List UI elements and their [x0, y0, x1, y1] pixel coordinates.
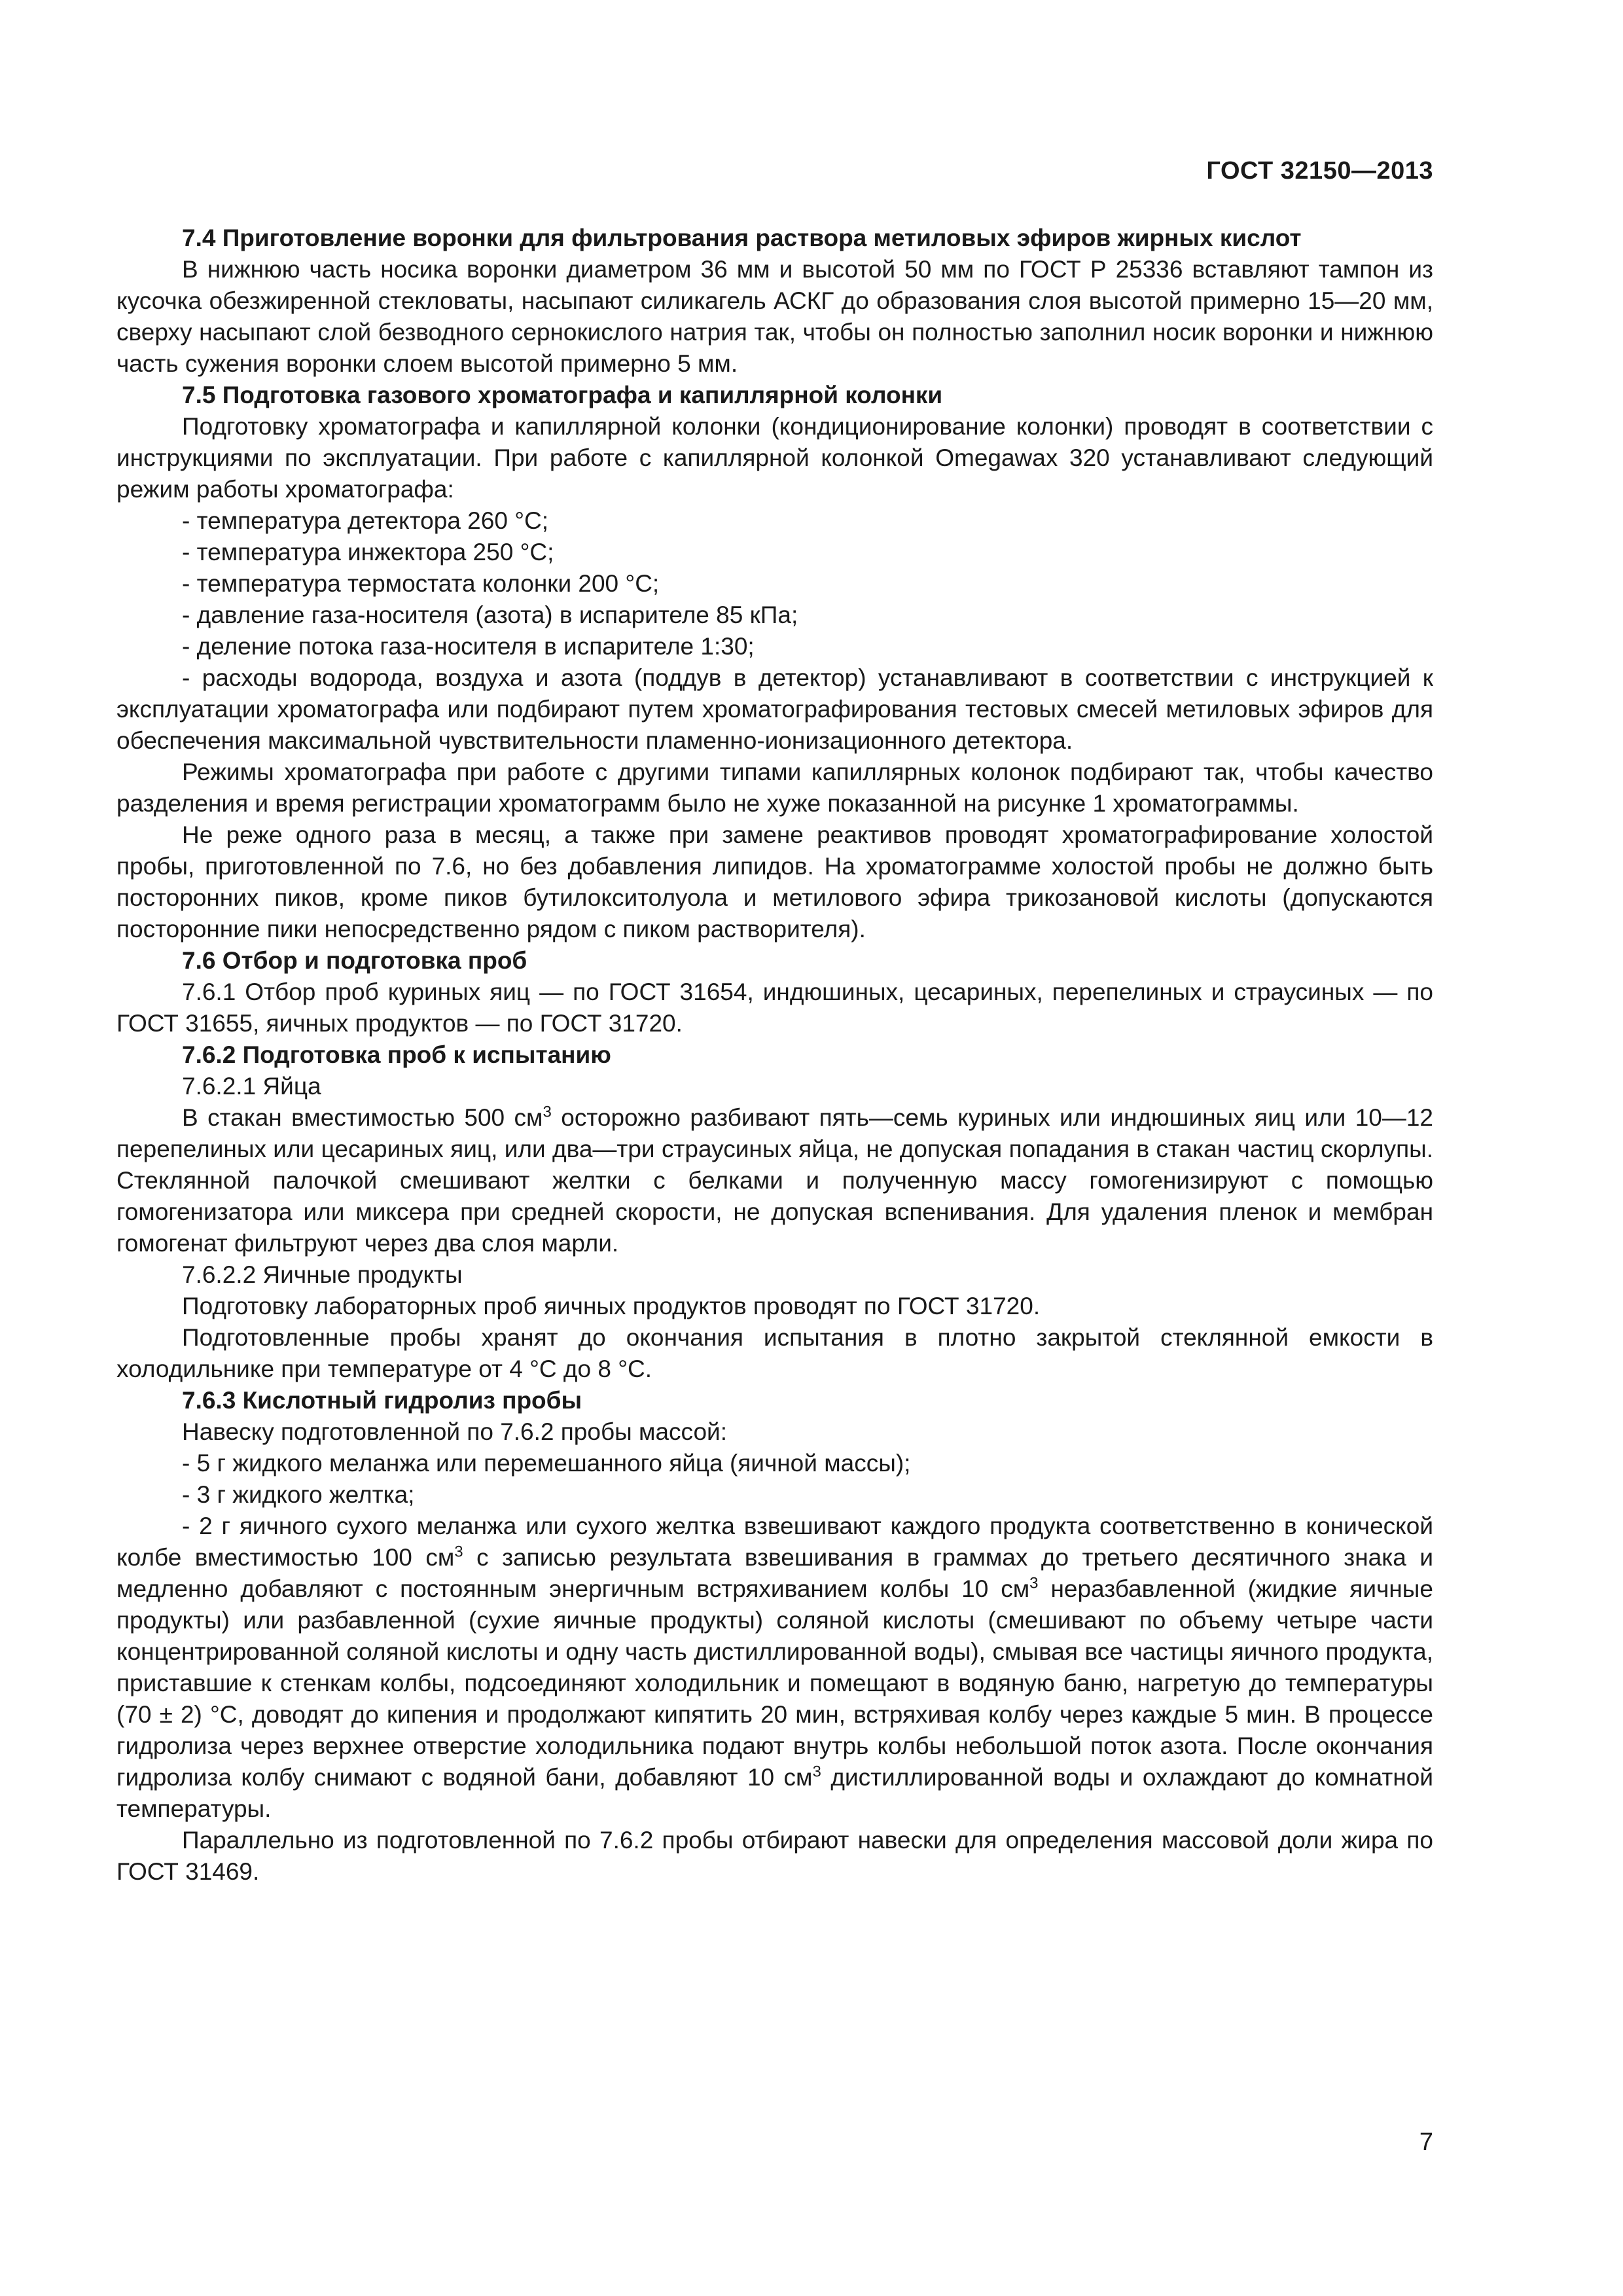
list-item-long: - расходы водорода, воздуха и азота (поддув в детектор) устанавливают в соответствии с инструкцией к эксплуатации хроматографа или подбирают путем хроматографирования тестовых смесей метиловых эфиров для обеспечения максимальной чувствительности пламенно-ионизационного детектора. [116, 664, 1433, 754]
document-code: ГОСТ 32150—2013 [1206, 157, 1433, 185]
hydrolysis-intro: Навеску подготовленной по 7.6.2 пробы массой: [182, 1418, 727, 1445]
text-run: дистиллированной воды и охлаждают до комнатной температуры. [116, 1764, 1434, 1822]
list-item: - 3 г жидкого желтка; [182, 1481, 415, 1508]
text-run: В стакан вместимостью 500 см [182, 1104, 543, 1131]
superscript: 3 [543, 1103, 552, 1121]
superscript: 3 [454, 1543, 463, 1561]
section-7-6-heading: 7.6 Отбор и подготовка проб [182, 947, 527, 974]
section-7-4-text: В нижнюю часть носика воронки диаметром 36 мм и высотой 50 мм по ГОСТ Р 25336 вставляют тампон из кусочка обезжиренной стекловаты, насыпают силикагель АСКГ до образования слоя высотой примерно 15—20 мм, сверху насыпают слой безводного сернокислого натрия так, чтобы он полностью заполнил носик воронки и нижнюю часть сужения воронки слоем высотой примерно 5 мм. [116, 256, 1433, 377]
list-item: - давление газа-носителя (азота) в испарителе 85 кПа; [182, 601, 798, 628]
page-number: 7 [1419, 2128, 1433, 2156]
list-item: - деление потока газа-носителя в испарителе 1:30; [182, 633, 755, 660]
superscript: 3 [812, 1763, 821, 1781]
section-7-6-1-text: 7.6.1 Отбор проб куриных яиц — по ГОСТ 31654, индюшиных, цесариных, перепелиных и страусиных — по ГОСТ 31655, яичных продуктов — по ГОСТ 31720. [116, 978, 1433, 1037]
eggs-paragraph [116, 1102, 1433, 1259]
section-7-6-3-heading: 7.6.3 Кислотный гидролиз пробы [182, 1387, 582, 1414]
list-item: - температура термостата колонки 200 °С; [182, 570, 660, 597]
section-7-5-intro: Подготовку хроматографа и капиллярной колонки (кондиционирование колонки) проводят в соответствии с инструкциями по эксплуатации. При работе с капиллярной колонкой Omegawax 320 устанавливают следующий режим работы хроматографа: [116, 413, 1433, 503]
superscript: 3 [1029, 1574, 1039, 1592]
section-7-5-paragraph: Режимы хроматографа при работе с другими типами капиллярных колонок подбирают так, чтобы качество разделения и время регистрации хроматограмм было не хуже показанной на рисунке 1 хроматограммы. [116, 759, 1433, 817]
section-7-6-2-2-heading: 7.6.2.2 Яичные продукты [182, 1261, 463, 1288]
section-7-4-heading: 7.4 Приготовление воронки для фильтрования раствора метиловых эфиров жирных кислот [182, 224, 1302, 251]
section-7-6-2-heading: 7.6.2 Подготовка проб к испытанию [182, 1041, 611, 1068]
text-run: с записью результата взвешивания в граммах до третьего десятичного знака и медленно добавляют с постоянным энергичным встряхиванием колбы 10 см [116, 1544, 1433, 1602]
products-paragraph: Подготовку лабораторных проб яичных продуктов проводят по ГОСТ 31720. [182, 1293, 1041, 1319]
document-body [116, 223, 1433, 1888]
section-7-6-2-1-heading: 7.6.2.1 Яйца [182, 1073, 321, 1100]
products-paragraph: Подготовленные пробы хранят до окончания испытания в плотно закрытой стеклянной емкости в холодильнике при температуре от 4 °С до 8 °С. [116, 1324, 1433, 1382]
hydrolysis-paragraph [116, 1511, 1433, 1825]
text-run: осторожно разбивают пять—семь куриных или индюшиных яиц или 10—12 перепелиных или цесариных яиц, или два—три страусиных яйца, не допуская попадания в стакан частиц скорлупы. Стеклянной палочкой смешивают желтки с белками и полученную массу гомогенизируют с помощью гомогенизатора или миксера при средней скорости, не допуская вспенивания. Для удаления пленок и мембран гомогенат фильтруют через два слоя марли. [116, 1104, 1433, 1257]
list-item: - температура детектора 260 °С; [182, 507, 548, 534]
list-item: - температура инжектора 250 °С; [182, 539, 554, 565]
list-item: - 5 г жидкого меланжа или перемешанного яйца (яичной массы); [182, 1450, 911, 1477]
final-paragraph: Параллельно из подготовленной по 7.6.2 пробы отбирают навески для определения массовой доли жира по ГОСТ 31469. [116, 1827, 1433, 1885]
text-run: неразбавленной (жидкие яичные продукты) или разбавленной (сухие яичные продукты) соляной кислоты (смешивают по объему четыре части концентрированной соляной кислоты и одну часть дистиллированной воды), смывая все частицы яичного продукта, приставшие к стенкам колбы, подсоединяют холодильник и помещают в водяную баню, нагретую до температуры (70 ± 2) °С, доводят до кипения и продолжают кипятить 20 мин, встряхивая колбу через каждые 5 мин. В процессе гидролиза через верхнее отверстие холодильника подают внутрь колбы небольшой поток азота. После окончания гидролиза колбу снимают с водяной бани, добавляют 10 см [116, 1575, 1433, 1791]
section-7-5-heading: 7.5 Подготовка газового хроматографа и капиллярной колонки [182, 382, 943, 408]
text-run: - 2 г яичного сухого меланжа или сухого желтка взвешивают каждого продукта соответственно в конической колбе вместимостью 100 см [116, 1513, 1433, 1571]
section-7-5-paragraph: Не реже одного раза в месяц, а также при замене реактивов проводят хроматографирование холостой пробы, приготовленной по 7.6, но без добавления липидов. На хроматограмме холостой пробы не должно быть посторонних пиков, кроме пиков бутилокситолуола и метилового эфира трикозановой кислоты (допускаются посторонние пики непосредственно рядом с пиком растворителя). [116, 821, 1433, 942]
